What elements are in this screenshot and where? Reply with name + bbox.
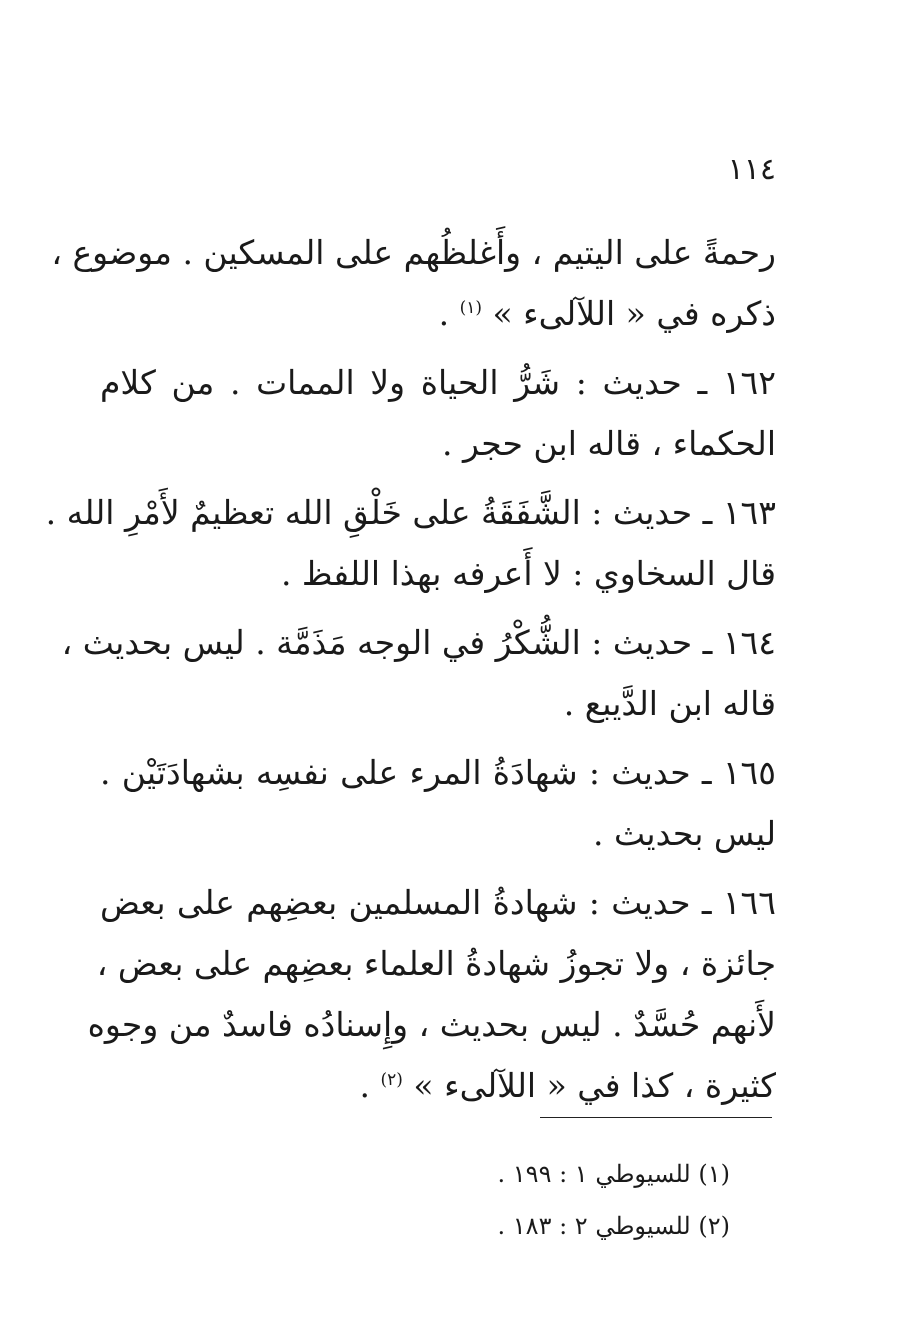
text-line: ١٦٢ ـ حديث : شَرُّ الحياة ولا الممات . من كلام — [100, 363, 776, 402]
text-line: لأَنهم حُسَّدٌ . ليس بحديث ، وإِسنادُه فاسدٌ من وجوه — [87, 1005, 776, 1044]
footnotes — [498, 1148, 730, 1252]
text-line — [100, 1055, 776, 1116]
text-fragment: . — [359, 1066, 381, 1105]
paragraph-continuation — [51, 222, 776, 344]
page-number: ١١٤ — [727, 152, 776, 187]
text-line: ١٦٤ ـ حديث : الشُّكْرُ في الوجه مَذَمَّة . ليس بحديث ، — [61, 623, 776, 662]
text-line: جائزة ، ولا تجوزُ شهادةُ العلماء بعضِهم على بعض ، — [96, 944, 776, 983]
text-line: ١٦٥ ـ حديث : شهادَةُ المرء على نفسِه بشهادَتَيْن . — [100, 753, 776, 792]
text-fragment: كثيرة ، كذا في « اللآلىء » — [402, 1066, 776, 1105]
body-text — [45, 222, 776, 1122]
text-fragment: ذكره في « اللآلىء » — [481, 294, 776, 333]
text-line: الحكماء ، قاله ابن حجر . — [442, 424, 776, 463]
footnote-reference: (١) — [459, 298, 482, 318]
footnote-1: (١) للسيوطي ١ : ١٩٩ . — [497, 1160, 730, 1188]
hadith-entry-164 — [61, 612, 776, 734]
text-line: ١٦٦ ـ حديث : شهادةُ المسلمين بعضِهم على بعض — [100, 883, 776, 922]
hadith-entry-165 — [100, 742, 776, 864]
text-line: ١٦٣ ـ حديث : الشَّفَقَةُ على خَلْقِ الله تعظيمٌ لأَمْرِ الله . — [45, 493, 776, 532]
text-line: قاله ابن الدَّيبع . — [563, 684, 776, 723]
footnote-separator — [540, 1117, 772, 1118]
text-line — [100, 283, 776, 344]
hadith-entry-166 — [87, 872, 776, 1116]
text-line: قال السخاوي : لا أَعرفه بهذا اللفظ . — [280, 554, 776, 593]
hadith-entry-162 — [100, 352, 776, 474]
hadith-entry-163 — [45, 482, 776, 604]
text-fragment: . — [438, 294, 460, 333]
text-line: رحمةً على اليتيم ، وأَغلظُهم على المسكين . موضوع ، — [51, 233, 776, 272]
footnote-2: (٢) للسيوطي ٢ : ١٨٣ . — [497, 1212, 730, 1240]
footnote-reference: (٢) — [380, 1070, 403, 1090]
text-line: ليس بحديث . — [593, 814, 776, 853]
